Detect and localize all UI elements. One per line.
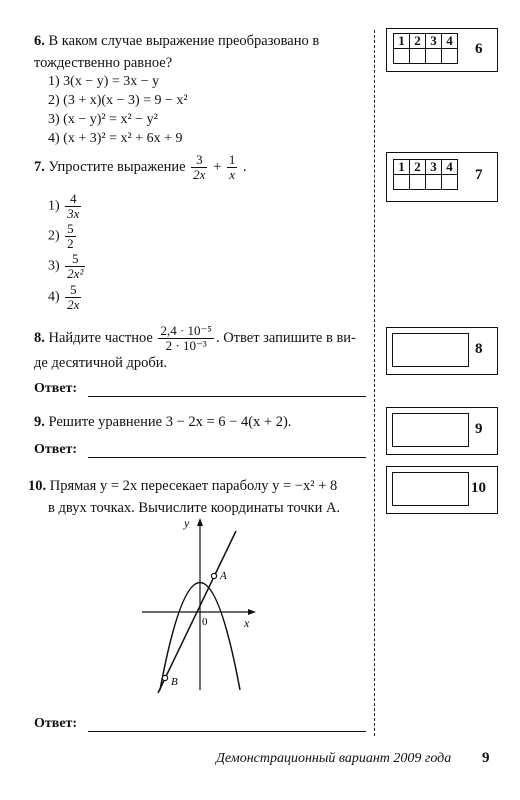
answer-line-9[interactable]	[88, 457, 366, 458]
question-number: 6.	[34, 33, 45, 49]
y-axis-arrow	[197, 518, 203, 526]
grid-header: 3	[426, 34, 442, 49]
option-label: 4)	[48, 289, 60, 305]
box-label: 8	[475, 341, 483, 357]
answer-input-9[interactable]	[392, 413, 469, 447]
q7-option-1[interactable]	[48, 192, 83, 221]
box-label: 10	[471, 480, 486, 496]
question-text: В каком случае выражение преобразовано в тождественно равное?	[34, 33, 320, 71]
answer-line-8[interactable]	[88, 396, 366, 397]
option-fraction: $\frac{5}{2}$	[67, 221, 74, 251]
point-b-label: B	[171, 676, 178, 688]
option-label: 3)	[48, 258, 60, 274]
grid-cell[interactable]	[410, 49, 426, 64]
answer-line-10[interactable]	[88, 731, 366, 732]
plus-sign: +	[213, 158, 222, 175]
point-b-marker	[162, 675, 167, 680]
q10-graph	[140, 515, 270, 697]
answer-label: Ответ:	[34, 716, 78, 731]
question-text-line1: Прямая y = 2x пересекает параболу y = −x² + 8	[49, 478, 338, 494]
grid-header: 1	[394, 34, 410, 49]
answer-input-8[interactable]	[392, 333, 469, 367]
box-label: 7	[475, 167, 483, 183]
answer-box-10	[386, 466, 498, 514]
option-fraction: $\frac{5}{2x}$	[67, 282, 80, 312]
question-text-line2: в двух точках. Вычислите координаты точки A.	[48, 500, 341, 516]
question-8	[34, 324, 368, 353]
option-label: 2)	[48, 228, 60, 244]
answer-box-6	[386, 28, 498, 72]
option-label: 1)	[48, 198, 60, 214]
x-axis-arrow	[248, 609, 256, 615]
option-fraction: $\frac{4}{3x}$	[67, 191, 80, 221]
answer-grid-7[interactable]	[393, 159, 458, 190]
grid-header: 1	[394, 160, 410, 175]
question-7	[34, 153, 368, 182]
grid-cell[interactable]	[442, 49, 458, 64]
question-text: Решите уравнение 3 − 2x = 6 − 4(x + 2).	[48, 414, 292, 430]
question-text-a: Найдите частное	[48, 329, 153, 346]
q6-options	[48, 72, 188, 148]
question-text-b: . Ответ запишите в ви-	[215, 329, 356, 346]
point-a-marker	[211, 573, 216, 578]
expr-fraction-a: $\frac{3}{2x}$	[193, 152, 206, 182]
answer-input-10[interactable]	[392, 472, 469, 506]
question-6	[34, 30, 368, 74]
point-a-label: A	[220, 570, 227, 582]
x-axis-label: x	[244, 616, 250, 630]
answer-box-8	[386, 327, 498, 375]
answer-column-divider	[374, 30, 375, 736]
question-number: 8.	[34, 329, 45, 346]
grid-cell[interactable]	[394, 175, 410, 190]
grid-cell[interactable]	[410, 175, 426, 190]
grid-header: 4	[442, 160, 458, 175]
q7-option-4[interactable]	[48, 283, 83, 312]
box-label: 9	[475, 421, 483, 437]
footer-text: Демонстрационный вариант 2009 года	[216, 751, 452, 766]
grid-cell[interactable]	[442, 175, 458, 190]
question-number: 9.	[34, 414, 45, 430]
box-label: 6	[475, 41, 483, 57]
q6-option-3[interactable]: 3) (x − y)² = x² − y²	[48, 112, 158, 127]
q6-option-4[interactable]: 4) (x + 3)² = x² + 6x + 9	[48, 131, 183, 146]
page-number: 9	[482, 750, 490, 766]
grid-cell[interactable]	[394, 49, 410, 64]
answer-box-7	[386, 152, 498, 202]
question-number: 7.	[34, 158, 45, 175]
question-9	[34, 411, 368, 433]
period: .	[243, 158, 247, 175]
answer-box-9	[386, 407, 498, 455]
q6-option-1[interactable]: 1) 3(x − y) = 3x − y	[48, 74, 160, 89]
answer-label: Ответ:	[34, 442, 78, 457]
grid-cell[interactable]	[426, 49, 442, 64]
grid-header: 4	[442, 34, 458, 49]
option-fraction: $\frac{5}{\text{2x²}}$	[67, 251, 84, 281]
q8-fraction: $\frac{\text{2,4 · 10⁻⁵}}{\text{2 · 10⁻³}}$	[160, 323, 212, 353]
grid-header: 3	[426, 160, 442, 175]
q7-option-2[interactable]	[48, 222, 78, 251]
expr-fraction-b: $\frac{1}{x}$	[228, 152, 236, 182]
q6-option-2[interactable]: 2) (3 + x)(x − 3) = 9 − x²	[48, 93, 188, 108]
question-8-cont: де десятичной дроби.	[34, 355, 168, 371]
question-10	[28, 475, 370, 519]
answer-label: Ответ:	[34, 381, 78, 396]
question-text: Упростите выражение	[48, 158, 186, 175]
grid-cell[interactable]	[426, 175, 442, 190]
q7-option-3[interactable]	[48, 252, 87, 281]
answer-grid-6[interactable]	[393, 33, 458, 64]
grid-header: 2	[410, 160, 426, 175]
y-axis-label: y	[184, 516, 190, 530]
origin-label: 0	[202, 616, 208, 628]
question-number: 10.	[28, 478, 47, 494]
grid-header: 2	[410, 34, 426, 49]
